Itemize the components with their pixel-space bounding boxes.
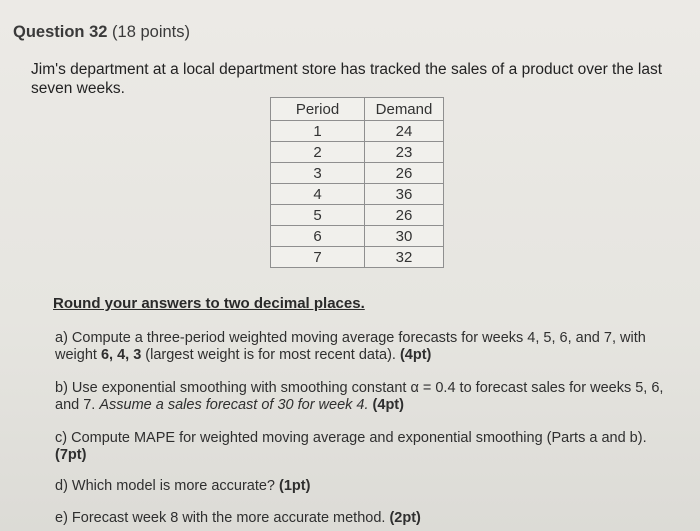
part-a-weights: 6, 4, 3 bbox=[100, 347, 142, 363]
part-a bbox=[55, 330, 675, 364]
part-e bbox=[55, 510, 675, 527]
question-number: Question 32 bbox=[13, 23, 108, 41]
period-header: Period bbox=[271, 98, 365, 121]
demand-cell: 23 bbox=[365, 142, 444, 163]
part-b-points: (4pt) bbox=[368, 397, 404, 413]
demand-cell: 36 bbox=[365, 184, 444, 205]
demand-cell: 32 bbox=[365, 247, 444, 268]
table-row bbox=[271, 163, 444, 184]
part-b-text: b) Use exponential smoothing with smoothing constant α = 0.4 to forecast sales for weeks 5, 6, and 7. bbox=[55, 380, 664, 413]
demand-cell: 26 bbox=[365, 205, 444, 226]
part-d-points: (1pt) bbox=[279, 478, 311, 494]
table-header-row bbox=[271, 98, 444, 121]
demand-cell: 24 bbox=[365, 121, 444, 142]
part-d-text: d) Which model is more accurate? bbox=[55, 478, 280, 494]
table-row bbox=[271, 121, 444, 142]
period-cell: 7 bbox=[271, 247, 365, 268]
rounding-instructions: Round your answers to two decimal places. bbox=[53, 295, 365, 312]
period-cell: 3 bbox=[271, 163, 365, 184]
question-points: (18 points) bbox=[112, 23, 191, 41]
part-c-text: c) Compute MAPE for weighted moving average and exponential smoothing (Parts a and b). bbox=[55, 430, 647, 446]
period-cell: 6 bbox=[271, 226, 365, 247]
demand-header: Demand bbox=[365, 98, 444, 121]
demand-cell: 30 bbox=[365, 226, 444, 247]
part-a-text: a) Compute a three-period weighted moving average forecasts for weeks 4, 5, 6, and 7, with weight bbox=[55, 330, 646, 363]
part-a-points: (4pt) bbox=[399, 347, 432, 363]
table-row bbox=[271, 142, 444, 163]
part-c-points: (7pt) bbox=[55, 447, 87, 463]
part-b-assumption: Assume a sales forecast of 30 for week 4. bbox=[99, 397, 369, 413]
table-row bbox=[271, 247, 444, 268]
part-b bbox=[55, 380, 675, 414]
part-d bbox=[55, 478, 675, 495]
part-e-text: e) Forecast week 8 with the more accurate method. bbox=[55, 510, 390, 526]
demand-table bbox=[270, 97, 444, 268]
demand-cell: 26 bbox=[365, 163, 444, 184]
part-a-text2: (largest weight is for most recent data). bbox=[141, 347, 400, 363]
table-row bbox=[271, 184, 444, 205]
period-cell: 4 bbox=[271, 184, 365, 205]
question-intro: Jim's department at a local department store has tracked the sales of a product over the last seven weeks. bbox=[31, 61, 663, 97]
table-row bbox=[271, 226, 444, 247]
question-title bbox=[13, 23, 190, 42]
period-cell: 2 bbox=[271, 142, 365, 163]
part-c bbox=[55, 430, 675, 464]
part-e-points: (2pt) bbox=[389, 510, 421, 526]
table-row bbox=[271, 205, 444, 226]
period-cell: 5 bbox=[271, 205, 365, 226]
period-cell: 1 bbox=[271, 121, 365, 142]
